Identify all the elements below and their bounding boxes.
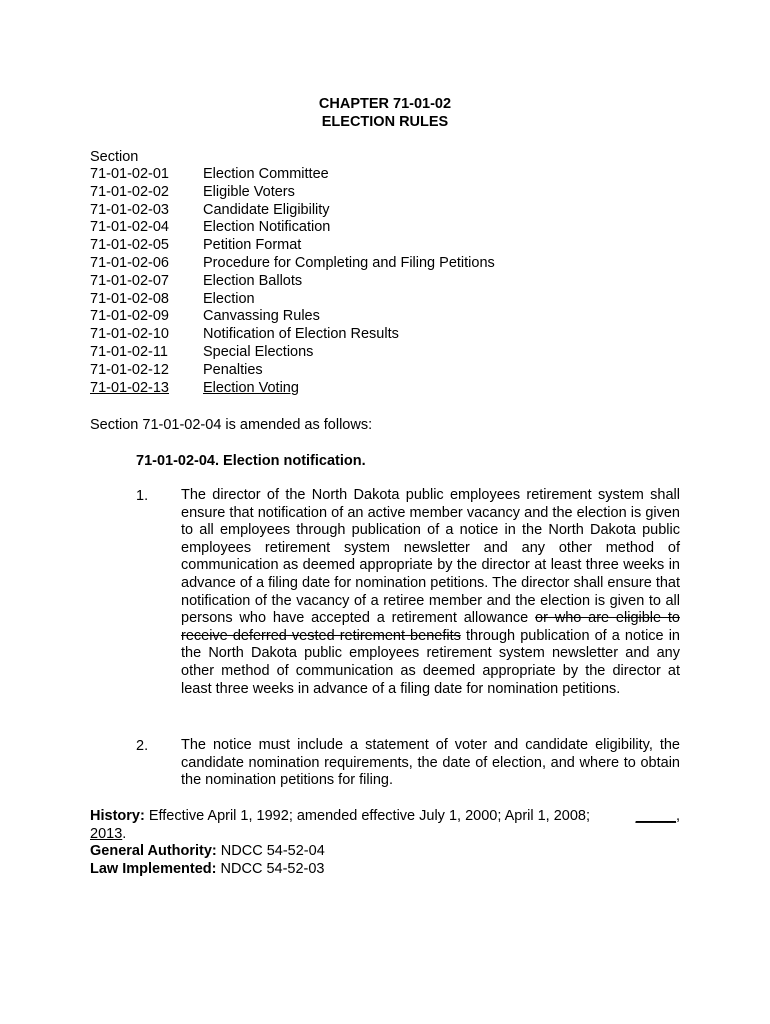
toc-section-number: 71-01-02-13 bbox=[90, 379, 169, 396]
toc-section-number: 71-01-02-08 bbox=[90, 290, 169, 307]
toc-row bbox=[90, 219, 690, 237]
toc-section-title: Special Elections bbox=[203, 343, 314, 360]
toc-row bbox=[90, 237, 690, 255]
toc-row bbox=[90, 326, 690, 344]
toc-section-number: 71-01-02-12 bbox=[90, 361, 169, 378]
toc-section-title: Election Voting bbox=[203, 379, 299, 396]
rule-heading: 71-01-02-04. Election notification. bbox=[136, 453, 366, 469]
toc-section-title: Election Notification bbox=[203, 219, 331, 236]
toc-section-number: 71-01-02-11 bbox=[90, 343, 168, 360]
struck-text: or who are eligible to receive deferred vested retirement benefits bbox=[181, 610, 680, 644]
toc-section-number: 71-01-02-07 bbox=[90, 272, 169, 289]
toc-section-number: 71-01-02-03 bbox=[90, 201, 169, 218]
toc-section-title: Petition Format bbox=[203, 237, 302, 254]
general-authority-line bbox=[90, 843, 680, 861]
toc-section-number: 71-01-02-01 bbox=[90, 166, 169, 182]
history-text: Effective April 1, 1992; amended effective July 1, 2000; April 1, 2008; bbox=[148, 808, 591, 824]
toc-header: Section bbox=[90, 149, 139, 165]
toc-section-title: Notification of Election Results bbox=[203, 326, 399, 343]
toc-section-title: Election bbox=[203, 290, 255, 307]
toc-section-number: 71-01-02-09 bbox=[90, 308, 169, 325]
toc-row bbox=[90, 255, 690, 273]
toc-section-number: 71-01-02-10 bbox=[90, 326, 169, 343]
history-line bbox=[90, 808, 680, 826]
toc-section-title: Election Committee bbox=[203, 166, 329, 182]
history-comma: , bbox=[675, 808, 680, 824]
toc-section-number: 71-01-02-05 bbox=[90, 237, 169, 254]
item-text-after: through publication of a notice in the North Dakota public employees retirement system newsletter and any other method of communication as deemed appropriate by the director at least three weeks in advance of a filing date for nomination petitions. bbox=[181, 627, 680, 697]
toc-row bbox=[90, 344, 690, 362]
toc-row bbox=[90, 380, 690, 398]
toc-section-title: Election Ballots bbox=[203, 272, 303, 289]
item-text bbox=[181, 487, 680, 698]
rule-item bbox=[136, 737, 680, 790]
toc-section-number: 71-01-02-02 bbox=[90, 183, 169, 200]
toc-row bbox=[90, 362, 690, 380]
section-table-of-contents bbox=[90, 148, 690, 397]
toc-row bbox=[90, 308, 690, 326]
history-label: History: bbox=[90, 808, 145, 824]
history-year-line bbox=[90, 826, 680, 844]
toc-row bbox=[90, 202, 690, 220]
rule-footer bbox=[90, 808, 680, 878]
toc-row bbox=[90, 291, 690, 309]
rule-item bbox=[136, 487, 680, 698]
item-number: 1. bbox=[136, 488, 149, 504]
toc-section-title: Candidate Eligibility bbox=[203, 201, 330, 218]
authority-text: NDCC 54-52-04 bbox=[220, 843, 325, 860]
toc-section-title: Eligible Voters bbox=[203, 183, 295, 200]
toc-section-number: 71-01-02-06 bbox=[90, 254, 169, 271]
toc-section-title: Canvassing Rules bbox=[203, 308, 320, 325]
history-period: . bbox=[122, 825, 127, 842]
item-text: The notice must include a statement of voter and candidate eligibility, the candidate nomination requirements, the date of election, and where to obtain the nomination petitions for filing. bbox=[181, 737, 680, 789]
item-number: 2. bbox=[136, 738, 149, 754]
law-implemented-line bbox=[90, 861, 680, 879]
authority-label: General Authority: bbox=[90, 843, 217, 860]
amendment-intro: Section 71-01-02-04 is amended as follows: bbox=[90, 417, 373, 433]
chapter-heading: CHAPTER 71-01-02 bbox=[318, 96, 452, 112]
chapter-title: ELECTION RULES bbox=[321, 114, 449, 130]
history-year: 2013 bbox=[90, 825, 123, 842]
implemented-label: Law Implemented: bbox=[90, 860, 217, 877]
item-text-before: The director of the North Dakota public employees retirement system shall ensure that notification of an active member vacancy and the election is given to all employees through publication of a notice in the North Dakota public employees retirement system newsletter and any other method of communication as deemed appropriate by the director at least three weeks in advance of a filing date for nomination petitions. The director shall ensure that notification of the vacancy of a retiree member and the election is given to all persons who have accepted a retirement allowance bbox=[181, 487, 680, 627]
toc-section-title: Procedure for Completing and Filing Petitions bbox=[203, 254, 495, 271]
toc-row bbox=[90, 184, 690, 202]
implemented-text: NDCC 54-52-03 bbox=[220, 860, 325, 877]
toc-section-number: 71-01-02-04 bbox=[90, 219, 169, 236]
toc-section-title: Penalties bbox=[203, 361, 263, 378]
toc-row bbox=[90, 166, 690, 184]
toc-row bbox=[90, 273, 690, 291]
history-blank: _____ bbox=[635, 808, 676, 824]
